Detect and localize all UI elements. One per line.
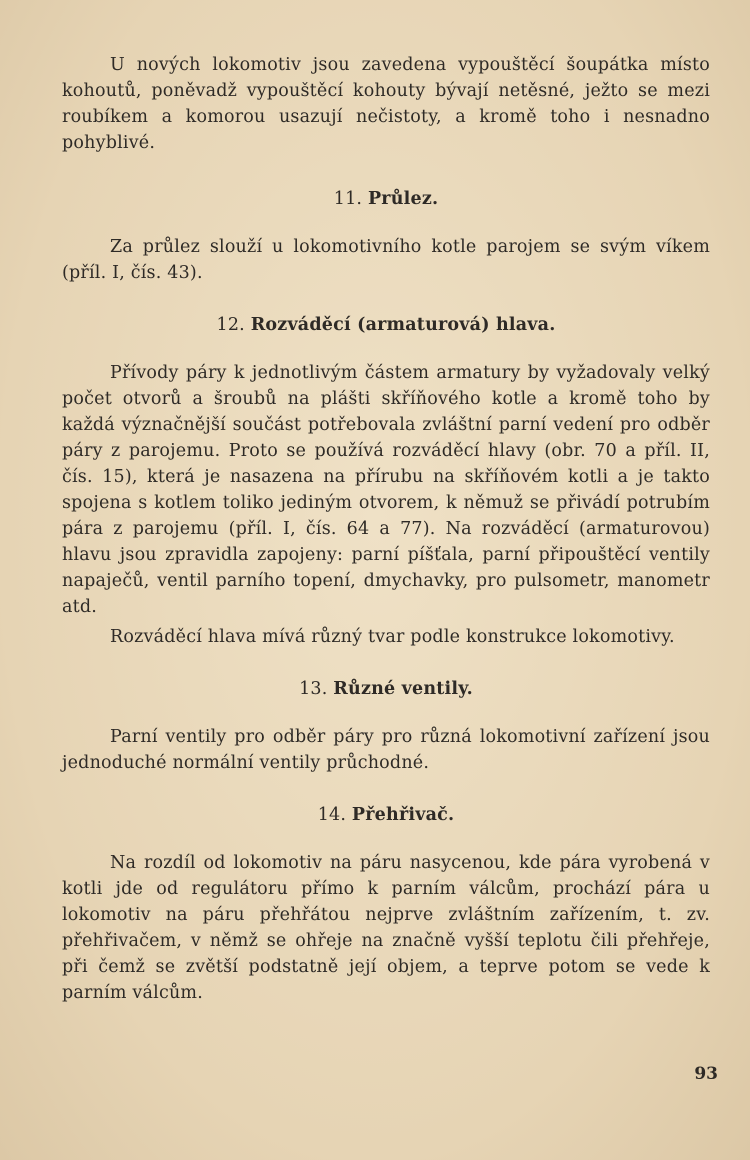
section-heading-14 xyxy=(62,802,710,828)
section-title: Různé ventily. xyxy=(333,679,473,699)
section-title: Přehřivač. xyxy=(351,805,455,825)
section-12-paragraph-2: Rozváděcí hlava mívá různý tvar podle konstrukce lokomotivy. xyxy=(110,627,675,647)
section-number: 12. xyxy=(216,315,245,335)
section-number: 14. xyxy=(317,805,347,825)
section-title: Rozváděcí (armaturová) hlava. xyxy=(250,315,556,335)
section-title: Průlez. xyxy=(367,189,439,209)
section-heading-11 xyxy=(62,186,710,212)
section-13-paragraph: Parní ventily pro odběr páry pro různá lokomotivní zařízení jsou jednoduché normální ventily průchodné. xyxy=(62,727,710,773)
intro-paragraph: U nových lokomotiv jsou zavedena vypouštěcí šoupátka místo kohoutů, poněvadž vypouštěcí kohouty bývají netěsné, ježto se mezi roubíkem a komorou usazují nečistoty, a kromě toho i nesnadno pohyblivé. xyxy=(62,55,710,153)
section-11-paragraph: Za průlez slouží u lokomotivního kotle parojem se svým víkem (příl. I, čís. 43). xyxy=(62,237,710,283)
section-number: 11. xyxy=(333,189,363,209)
section-heading-12 xyxy=(62,312,710,338)
section-heading-13 xyxy=(62,676,710,702)
section-number: 13. xyxy=(299,679,328,699)
page-number: 93 xyxy=(694,1064,718,1084)
section-14-paragraph: Na rozdíl od lokomotiv na páru nasycenou, kde pára vyrobená v kotli jde od regulátoru přímo k parním válcům, prochází pára u lokomotiv na páru přehřátou nejprve zvláštním zařízením, t. zv. přehřivačem, v němž se ohřeje na značně vyšší teplotu čili přehřeje, při čemž se zvětší podstatně její objem, a teprve potom se vede k parním válcům. xyxy=(62,853,710,1003)
section-12-paragraph-1: Přívody páry k jednotlivým částem armatury by vyžadovaly velký počet otvorů a šroubů na plášti skříňového kotle a kromě toho by každá význačnější součást potřebovala zvláštní parní vedení pro odběr páry z parojemu. Proto se používá rozváděcí hlavy (obr. 70 a příl. II, čís. 15), která je nasazena na přírubu na skříňovém kotli a je takto spojena s kotlem toliko jediným otvorem, k němuž se přivádí potrubím pára z parojemu (příl. I, čís. 64 a 77). Na rozváděcí (armaturovou) hlavu jsou zpravidla zapojeny: parní píšťala, parní připouštěcí ventily napaječů, ventil parního topení, dmychavky, pro pulsometr, manometr atd. xyxy=(62,363,710,617)
page-text xyxy=(62,52,710,1032)
